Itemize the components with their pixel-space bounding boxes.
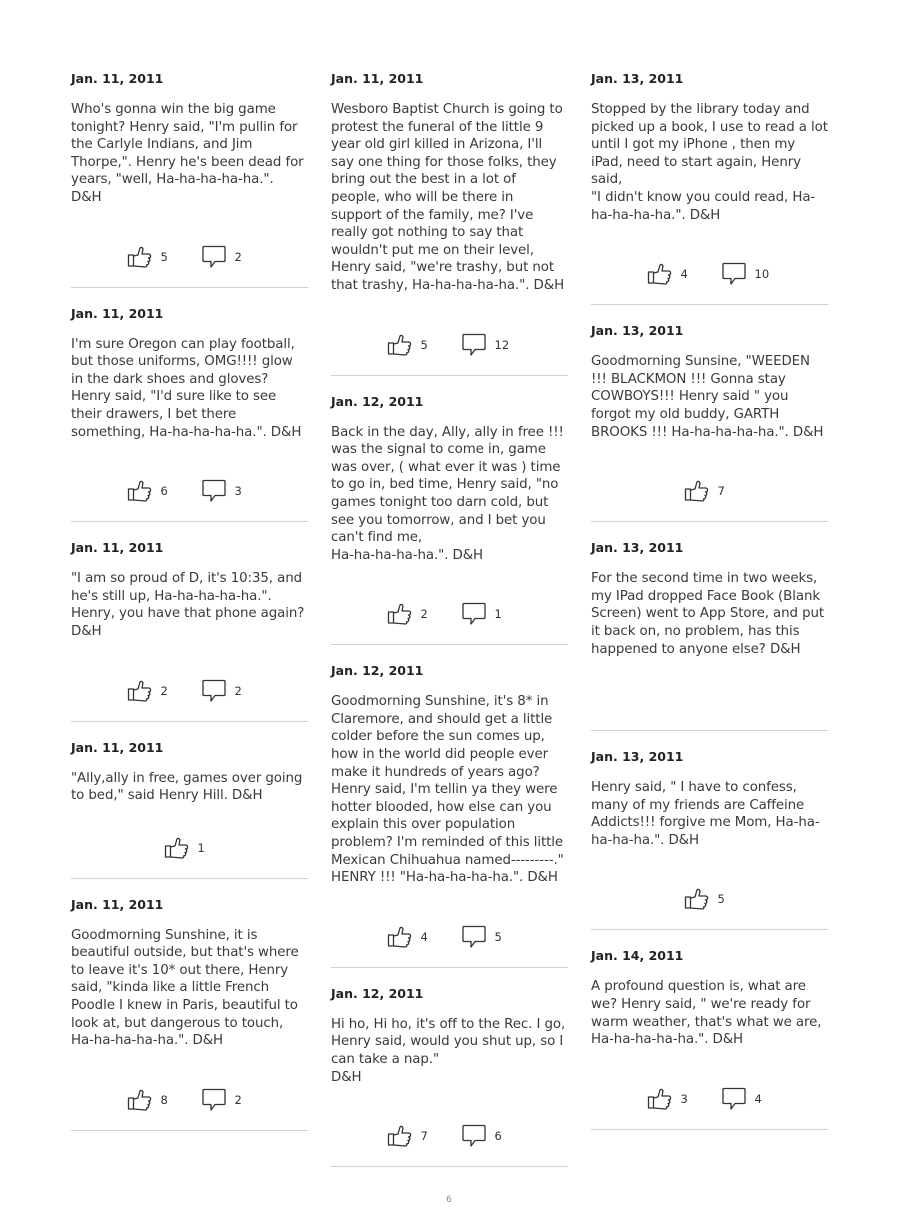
post [591, 70, 828, 305]
post-text: Goodmorning Sunsine, "WEEDEN !!! BLACKMON !!! Gonna stay COWBOYS!!! Henry said " you forgot my old buddy, GARTH BROOKS !!! Ha-ha-ha-ha-ha.". D&H [591, 354, 824, 440]
comment-count: 2 [234, 1092, 242, 1107]
comment-button[interactable] [201, 1087, 253, 1113]
post-date: Jan. 11, 2011 [71, 896, 164, 912]
like-button[interactable] [684, 887, 736, 911]
thumbs-up-icon [684, 479, 710, 503]
post-date: Jan. 13, 2011 [591, 71, 684, 86]
post-date: Jan. 11, 2011 [331, 71, 424, 86]
comment-bubble-icon [461, 601, 487, 627]
like-count: 7 [717, 484, 725, 499]
comment-button[interactable] [721, 1086, 773, 1112]
post-text: Goodmorning Sunshine, it's 8* in Claremore, and should get a little colder before the sun comes up, how in the world did people ever make it hundreds of years ago? Henry said, I'm tellin ya they were hotter blooded, how else can you explain this over population problem? I'm reminded of this little Mexican Chihuahua named---------." HENRY !!! "Ha-ha-ha-ha-ha.". D&H [331, 694, 564, 886]
post-actions [331, 922, 568, 952]
thumbs-up-icon [127, 679, 153, 703]
post-text: Hi ho, Hi ho, it's off to the Rec. I go, Henry said, would you shut up, so I can take a nap." D&H [331, 1016, 566, 1085]
comment-count: 12 [494, 337, 510, 352]
like-count: 2 [420, 607, 428, 622]
comment-button[interactable] [461, 601, 513, 627]
post-actions [591, 1084, 828, 1114]
comment-count: 4 [754, 1091, 762, 1106]
comment-bubble-icon [201, 478, 227, 504]
comment-bubble-icon [201, 244, 227, 270]
post [71, 739, 308, 879]
column-1 [71, 70, 308, 1148]
post-actions [591, 884, 828, 914]
comment-count: 10 [754, 267, 770, 282]
like-count: 6 [160, 484, 168, 499]
comment-count: 5 [494, 929, 502, 944]
like-count: 4 [420, 929, 428, 944]
post-date: Jan. 12, 2011 [331, 663, 424, 679]
post-date: Jan. 11, 2011 [71, 739, 164, 755]
post-date: Jan. 13, 2011 [591, 540, 684, 556]
post [331, 393, 568, 646]
post-text: Goodmorning Sunshine, it is beautiful outside, but that's where to leave it's 10* out there, Henry said, "kinda like a little French Poodle I knew in Paris, beautiful to look at, but dangerous to touch, Ha-ha-ha-ha-ha.". D&H [71, 927, 299, 1049]
post [331, 70, 568, 376]
thumbs-up-icon [387, 333, 413, 357]
comment-bubble-icon [721, 261, 747, 287]
comment-button[interactable] [201, 244, 253, 270]
post [71, 539, 308, 721]
comment-button[interactable] [461, 924, 513, 950]
like-count: 5 [420, 337, 428, 352]
post-text: Who's gonna win the big game tonight? Henry said, "I'm pullin for the Carlyle Indians, and Jim Thorpe,". Henry he's been dead for years, "well, Ha-ha-ha-ha-ha.". D&H [71, 102, 304, 205]
post [591, 947, 828, 1129]
like-count: 8 [160, 1092, 168, 1107]
comment-count: 1 [494, 607, 502, 622]
post-actions [71, 242, 308, 272]
comment-button[interactable] [461, 1123, 513, 1149]
like-button[interactable] [164, 836, 216, 860]
thumbs-up-icon [684, 887, 710, 911]
comment-bubble-icon [461, 924, 487, 950]
post [71, 896, 308, 1131]
like-count: 5 [160, 249, 168, 264]
post [71, 70, 308, 288]
like-count: 1 [197, 840, 205, 855]
like-button[interactable] [647, 1087, 699, 1111]
post-actions [331, 1121, 568, 1151]
post-actions [71, 833, 308, 863]
post-date: Jan. 11, 2011 [71, 71, 164, 86]
comment-count: 2 [234, 683, 242, 698]
post-text: Henry said, " I have to confess, many of my friends are Caffeine Addicts!!! forgive me Mom, Ha-ha-ha-ha-ha.". D&H [591, 780, 820, 848]
post-actions [331, 599, 568, 629]
post-date: Jan. 13, 2011 [591, 323, 684, 339]
comment-button[interactable] [721, 261, 773, 287]
like-button[interactable] [387, 333, 439, 357]
post-actions [591, 476, 828, 506]
like-button[interactable] [647, 262, 699, 286]
comment-bubble-icon [201, 1087, 227, 1113]
post-text: Stopped by the library today and picked up a book, I use to read a lot until I got my iPhone , then my iPad, need to start again, Henry said, "I didn't know you could read, Ha-ha-ha-ha-ha.". D&H [591, 102, 828, 223]
post-actions [331, 330, 568, 360]
like-button[interactable] [127, 1088, 179, 1112]
post-actions [71, 676, 308, 706]
thumbs-up-icon [387, 925, 413, 949]
comment-button[interactable] [461, 332, 513, 358]
post-date: Jan. 11, 2011 [71, 305, 164, 321]
post-text: I'm sure Oregon can play football, but those uniforms, OMG!!!! glow in the dark shoes and gloves? Henry said, "I'd sure like to see their drawers, I bet there something, Ha-ha-ha-ha-ha.". D&H [71, 336, 302, 440]
thumbs-up-icon [647, 1087, 673, 1111]
like-count: 5 [717, 892, 725, 907]
comment-count: 3 [234, 484, 242, 499]
post-date: Jan. 12, 2011 [331, 985, 424, 1001]
post [331, 662, 568, 968]
post-text: Back in the day, Ally, ally in free !!! was the signal to come in, game was over, ( what ever it was ) time to go in, bed time, Henry said, "no games tonight too darn cold, but see you tomorrow, and I bet you can't find me, Ha-ha-ha-ha-ha.". D&H [331, 424, 564, 563]
like-button[interactable] [127, 479, 179, 503]
like-button[interactable] [127, 679, 179, 703]
like-count: 3 [680, 1091, 688, 1106]
comment-button[interactable] [201, 478, 253, 504]
column-3 [591, 70, 828, 1147]
post-text: For the second time in two weeks, my IPad dropped Face Book (Blank Screen) went to App Store, and put it back on, no problem, has this happened to anyone else? D&H [591, 571, 825, 657]
comment-bubble-icon [721, 1086, 747, 1112]
like-button[interactable] [387, 1124, 439, 1148]
post-actions [71, 1085, 308, 1115]
thumbs-up-icon [127, 245, 153, 269]
like-button[interactable] [127, 245, 179, 269]
thumbs-up-icon [647, 262, 673, 286]
post-text: A profound question is, what are we? Henry said, " we're ready for warm weather, that's what we are, Ha-ha-ha-ha-ha.". D&H [591, 979, 822, 1048]
post [591, 748, 828, 930]
post-date: Jan. 12, 2011 [331, 393, 424, 409]
thumbs-up-icon [164, 836, 190, 860]
like-button[interactable] [387, 602, 439, 626]
comment-button[interactable] [201, 678, 253, 704]
comment-bubble-icon [201, 678, 227, 704]
post-date: Jan. 13, 2011 [591, 749, 684, 765]
like-count: 7 [420, 1129, 428, 1144]
post-date: Jan. 11, 2011 [71, 540, 164, 556]
thumbs-up-icon [127, 479, 153, 503]
comment-count: 2 [234, 249, 242, 264]
thumbs-up-icon [387, 1124, 413, 1148]
comment-bubble-icon [461, 332, 487, 358]
post [591, 322, 828, 522]
post-actions [71, 476, 308, 506]
comment-count: 6 [494, 1129, 502, 1144]
post-actions [591, 259, 828, 289]
post-text: Wesboro Baptist Church is going to protest the funeral of the little 9 year old girl killed in Arizona, I'll say one thing for those folks, they bring out the best in a lot of people, who will be there in support of the family, me? I've really got nothing to say that wouldn't put me on their level, Henry said, "we're trashy, but not that trashy, Ha-ha-ha-ha-ha.". D&H [331, 102, 565, 293]
page-number: 6 [446, 1195, 452, 1205]
like-button[interactable] [684, 479, 736, 503]
like-button[interactable] [387, 925, 439, 949]
post [591, 539, 828, 731]
thumbs-up-icon [127, 1088, 153, 1112]
post-text: "I am so proud of D, it's 10:35, and he's still up, Ha-ha-ha-ha-ha.". Henry, you have that phone again? D&H [71, 571, 305, 639]
post-date: Jan. 14, 2011 [591, 948, 684, 964]
column-2 [331, 70, 568, 1184]
post [71, 305, 308, 523]
post [331, 985, 568, 1167]
thumbs-up-icon [387, 602, 413, 626]
comment-bubble-icon [461, 1123, 487, 1149]
post-text: "Ally,ally in free, games over going to bed," said Henry Hill. D&H [71, 770, 303, 804]
like-count: 4 [680, 267, 688, 282]
like-count: 2 [160, 683, 168, 698]
